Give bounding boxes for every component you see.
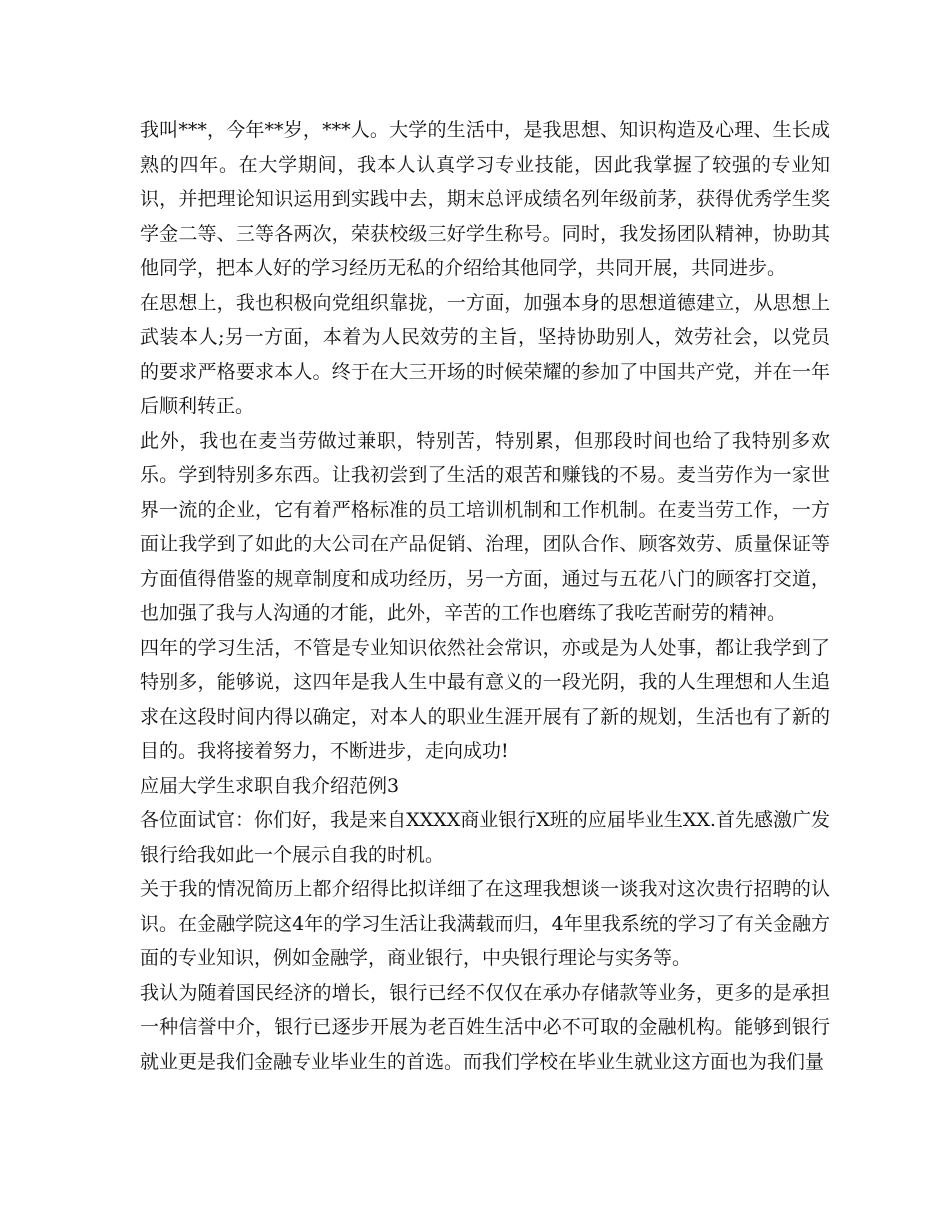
paragraph-part-time-job: 此外，我也在麦当劳做过兼职，特别苦，特别累，但那段时间也给了我特别多欢乐。学到特别多东西。让我初尝到了生活的艰苦和赚钱的不易。麦当劳作为一家世界一流的企业，它有着严格标准的员工培训机制和工作机制。在麦当劳工作，一方面让我学到了如此的大公司在产品促销、治理，团队合作、顾客效劳、质量保证等方面值得借鉴的规章制度和成功经历，另一方面，通过与五花八门的顾客打交道，也加强了我与人沟通的才能，此外，辛苦的工作也磨练了我吃苦耐劳的精神。 [140,429,830,624]
paragraph-ideology: 在思想上，我也积极向党组织靠拢，一方面，加强本身的思想道德建立，从思想上武装本人;另一方面，本着为人民效劳的主旨，坚持协助别人，效劳社会，以党员的要求严格要求本人。终于在大三开场的时候荣耀的参加了中国共产党，并在一年后顺利转正。 [140,291,830,417]
section-heading: 应届大学生求职自我介绍范例3 [140,774,400,797]
document-body [140,113,830,1079]
paragraph-summary: 四年的学习生活，不管是专业知识依然社会常识，亦或是为人处事，都让我学到了特别多，能够说，这四年是我人生中最有意义的一段光阴，我的人生理想和人生追求在这段时间内得以确定，对本人的职业生涯开展有了新的规划，生活也有了新的目的。我将接着努力，不断进步，走向成功! [140,636,830,762]
paragraph-resume: 关于我的情况简历上都介绍得比拟详细了在这理我想谈一谈我对这次贵行招聘的认识。在金融学院这4年的学习生活让我满载而归，4年里我系统的学习了有关金融方面的专业知识，例如金融学，商业银行，中央银行理论与实务等。 [140,878,830,969]
paragraph-greeting: 各位面试官：你们好，我是来自XXXX商业银行X班的应届毕业生XX.首先感激广发银行给我如此一个展示自我的时机。 [140,809,830,866]
paragraph-self-introduction: 我叫***，今年**岁，***人。大学的生活中，是我思想、知识构造及心理、生长成熟的四年。在大学期间，我本人认真学习专业技能，因此我掌握了较强的专业知识，并把理论知识运用到实践中去，期末总评成绩名列年级前茅，获得优秀学生奖学金二等、三等各两次，荣获校级三好学生称号。同时，我发扬团队精神，协助其他同学，把本人好的学习经历无私的介绍给其他同学，共同开展，共同进步。 [140,119,830,279]
paragraph-banking-view: 我认为随着国民经济的增长，银行已经不仅仅在承办存储款等业务，更多的是承担一种信誉中介，银行已逐步开展为老百姓生活中必不可取的金融机构。能够到银行就业更是我们金融专业毕业生的首选。而我们学校在毕业生就业这方面也为我们量 [140,981,830,1073]
